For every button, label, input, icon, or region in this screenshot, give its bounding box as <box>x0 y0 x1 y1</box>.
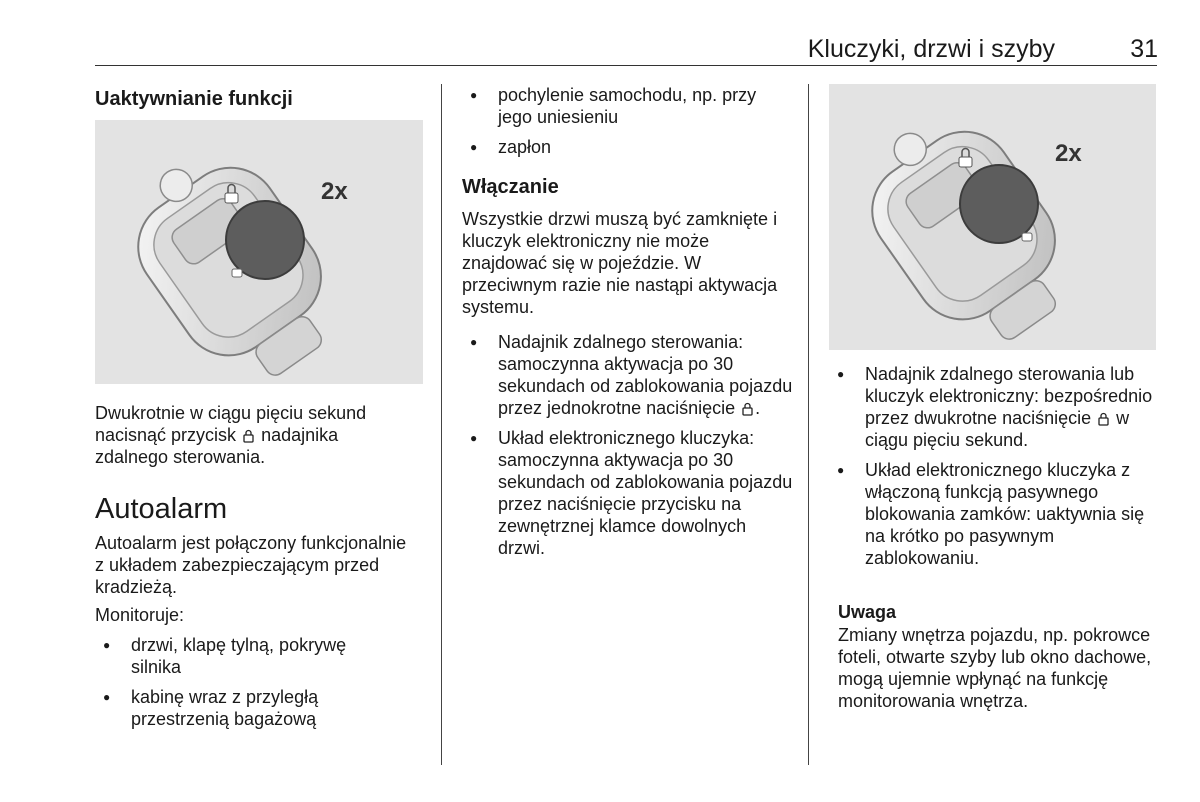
enabling-paragraph: Wszystkie drzwi muszą być zamknięte i kluczyk elektroniczny nie może znajdować się w pojeździe. W przeciwnym razie nie nastąpi aktywacja systemu. <box>462 209 778 317</box>
key-fob-illustration <box>829 84 1156 350</box>
monitor-list-continued <box>462 84 792 166</box>
autoalarm-intro: Autoalarm jest połączony funkcjonalnie z układem zabezpieczającym przed kradzieżą. <box>95 533 407 597</box>
activation-text <box>95 402 410 468</box>
key-fob-illustration <box>95 120 423 384</box>
list-item-text: Nadajnik zdalnego sterowania: samoczynna aktywacja po 30 sekundach od zablokowania pojazdu przez jednokrotne naciśnięcie <box>498 332 793 418</box>
monitor-list <box>95 634 395 738</box>
column-divider-2 <box>808 84 809 765</box>
list-item: ● drzwi, klapę tylną, pokrywę silnika <box>95 634 395 678</box>
list-item-text: Nadajnik zdalnego sterowania lub kluczyk elektroniczny: bezpośrednio przez dwukrotne naciśnięcie <box>865 364 1153 428</box>
list-item: ● kabinę wraz z przyległą przestrzenią bagażową <box>95 686 395 730</box>
subheading-enabling: Włączanie <box>462 176 559 198</box>
figure-label: 2x <box>1055 140 1082 167</box>
list-item <box>829 363 1164 451</box>
activation-text-after: nadajnika zdalnego sterowania. <box>95 425 339 467</box>
page-number: 31 <box>1130 35 1158 63</box>
list-item: ● Układ elektronicznego kluczyka: samoczynna aktywacja po 30 sekundach od zablokowania pojazdu przez naciśnięcie przycisku na zewnętrznej klamce dowolnych drzwi. <box>462 427 797 559</box>
activation-methods-list <box>829 363 1164 577</box>
activation-text-before: Dwukrotnie w ciągu pięciu sekund nacisnąć przycisk <box>95 403 367 445</box>
list-item: ● pochylenie samochodu, np. przy jego uniesieniu <box>462 84 792 128</box>
list-item-suffix: . <box>755 398 761 418</box>
key-fob-figure-2 <box>829 84 1156 350</box>
note-title: Uwaga <box>838 602 897 622</box>
header-rule <box>95 65 1157 66</box>
page-header-title: Kluczyki, drzwi i szyby <box>807 35 1055 63</box>
section-title-autoalarm: Autoalarm <box>95 493 228 525</box>
lock-icon <box>243 429 254 443</box>
note-text: Zmiany wnętrza pojazdu, np. pokrowce foteli, otwarte szyby lub okno dachowe, mogą ujemnie wpłynąć na funkcję monitorowania wnętrza. <box>838 625 1152 711</box>
lock-icon <box>1098 412 1109 426</box>
enabling-list <box>462 331 797 567</box>
list-item: ● zapłon <box>462 136 792 158</box>
subheading-activation: Uaktywnianie funkcji <box>95 88 293 110</box>
list-item: ● Układ elektronicznego kluczyka z włączoną funkcją pasywnego blokowania zamków: uaktywnia się na krótko po pasywnym zablokowaniu. <box>829 459 1164 569</box>
list-item-text-after: w ciągu pięciu sekund. <box>865 408 1130 450</box>
figure-label: 2x <box>321 178 348 205</box>
lock-icon <box>742 402 753 416</box>
column-divider-1 <box>441 84 442 765</box>
list-item <box>462 331 797 419</box>
monitors-label: Monitoruje: <box>95 605 185 625</box>
key-fob-figure <box>95 120 423 384</box>
